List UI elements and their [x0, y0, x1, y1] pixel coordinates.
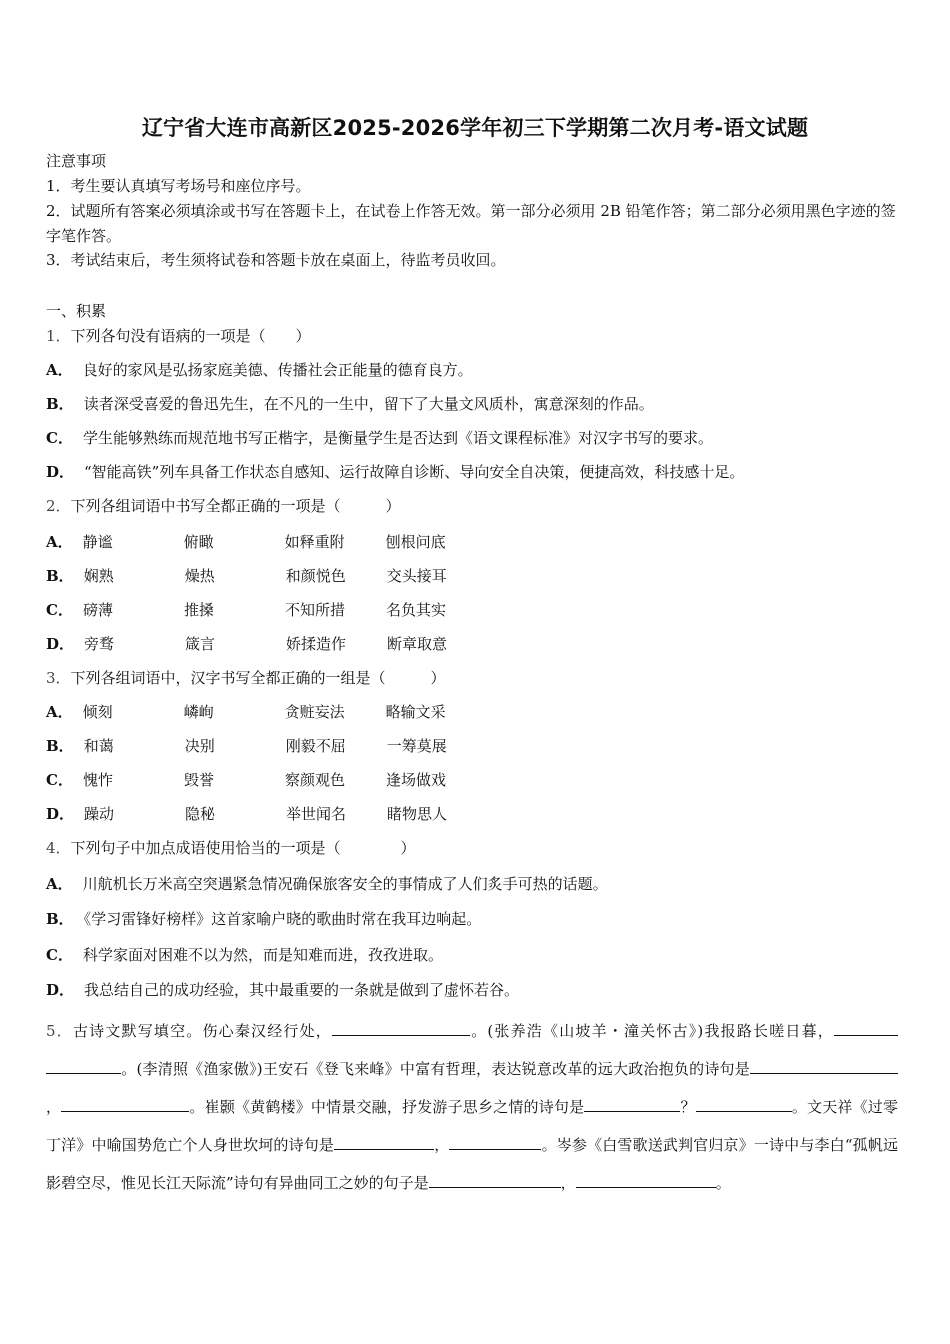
option-label: B． [46, 910, 74, 928]
q5-text: 。(张养浩《山坡羊・潼关怀古》)我报路长嗟日暮， [470, 1022, 834, 1040]
answer-blank[interactable] [834, 1020, 898, 1036]
answer-blank[interactable] [449, 1134, 541, 1150]
word: 贪赃妄法 [284, 703, 345, 721]
q5-text: ， [46, 1098, 62, 1116]
notice-heading: 注意事项 [46, 152, 107, 170]
q2-option-c[interactable] [46, 599, 487, 620]
option-label: A． [46, 875, 73, 893]
q3-option-c[interactable] [46, 769, 487, 790]
option-label: D． [46, 805, 75, 823]
question-number: 5． [46, 1022, 73, 1040]
question-text: 下列句子中加点成语使用恰当的一项是（ ） [70, 839, 416, 857]
question-text: 下列各组词语中书写全都正确的一项是（ ） [70, 497, 401, 515]
q5-text: ？ [680, 1098, 696, 1116]
word: 推搡 [183, 601, 214, 619]
option-label: D． [46, 463, 75, 481]
option-text: 读者深受喜爱的鲁迅先生，在不凡的一生中，留下了大量文风质朴，寓意深刻的作品。 [83, 395, 654, 413]
option-label: C． [46, 946, 73, 964]
word: 刚毅不屈 [285, 737, 346, 755]
word: 俯瞰 [183, 533, 214, 551]
word: 嶙峋 [183, 703, 214, 721]
q3-option-b[interactable] [46, 735, 488, 756]
question-4-stem [46, 837, 416, 858]
word: 如释重附 [284, 533, 345, 551]
word: 和蔼 [83, 737, 114, 755]
option-label: C． [46, 601, 73, 619]
answer-blank[interactable] [61, 1096, 189, 1112]
option-text: 川航机长万米高空突遇紧急情况确保旅客安全的事情成了人们炙手可热的话题。 [82, 875, 608, 893]
answer-blank[interactable] [676, 1172, 716, 1188]
word: 睹物思人 [387, 805, 448, 823]
word: 断章取意 [387, 635, 448, 653]
option-label: C． [46, 771, 73, 789]
answer-blank[interactable] [750, 1058, 858, 1074]
word: 决别 [184, 737, 215, 755]
option-label: B． [46, 567, 74, 585]
answer-blank[interactable] [332, 1020, 470, 1036]
word: 旁骛 [84, 635, 115, 653]
answer-blank[interactable] [334, 1134, 434, 1150]
word: 举世闻名 [286, 805, 347, 823]
q1-option-d[interactable] [46, 461, 744, 482]
option-label: D． [46, 981, 75, 999]
q2-option-b[interactable] [46, 565, 488, 586]
notice-item-1: 1．考生要认真填写考场号和座位序号。 [46, 177, 311, 195]
answer-blank[interactable] [46, 1058, 121, 1074]
question-text: 下列各组词语中，汉字书写全都正确的一组是（ ） [70, 669, 446, 687]
q2-option-d[interactable] [46, 633, 488, 654]
q4-option-d[interactable] [46, 979, 519, 1000]
q2-option-a[interactable] [46, 531, 487, 552]
section-heading: 一、积累 [46, 302, 107, 320]
q1-option-b[interactable] [46, 393, 654, 414]
q3-option-a[interactable] [46, 701, 487, 722]
answer-blank[interactable] [429, 1172, 561, 1188]
q4-option-a[interactable] [46, 873, 608, 894]
word: 不知所措 [284, 601, 345, 619]
option-label: A． [46, 703, 73, 721]
word: 隐秘 [185, 805, 216, 823]
option-label: D． [46, 635, 75, 653]
word: 燥热 [184, 567, 215, 585]
question-1-stem [46, 325, 311, 346]
word: 静谧 [82, 533, 113, 551]
word: 毁誉 [183, 771, 214, 789]
q5-text: 。岑参《白雪歌送武判官归京》一诗中与李白“孤帆远影碧空尽，惟见长江天际流”诗句有异曲同工之妙的句子是 [46, 1136, 898, 1192]
word: 和颜悦色 [285, 567, 346, 585]
q1-option-c[interactable] [46, 427, 713, 448]
page-title: 辽宁省大连市高新区2025-2026学年初三下学期第二次月考-语文试题 [141, 116, 809, 140]
word: 愧怍 [82, 771, 113, 789]
q5-text: ， [434, 1136, 450, 1154]
question-number: 1． [46, 327, 71, 345]
question-text: 下列各句没有语病的一项是（ ） [70, 327, 311, 345]
option-text: 学生能够熟练而规范地书写正楷字，是衡量学生是否达到《语文课程标准》对汉字书写的要求。 [82, 429, 713, 447]
option-text: 科学家面对困难不以为然，而是知难而进，孜孜进取。 [82, 946, 443, 964]
word: 娇揉造作 [286, 635, 347, 653]
q5-text: ， [560, 1174, 576, 1192]
word: 交头接耳 [386, 567, 447, 585]
q5-text: 。(李清照《渔家傲》)王安石《登飞来峰》中富有哲理，表达锐意改革的远大政治抱负的诗句是 [121, 1060, 750, 1078]
word: 躁动 [84, 805, 115, 823]
option-text: 《学习雷锋好榜样》这首家喻户晓的歌曲时常在我耳边响起。 [83, 910, 482, 928]
word: 箴言 [185, 635, 216, 653]
notice-item-3: 3．考试结束后，考生须将试卷和答题卡放在桌面上，待监考员收回。 [46, 251, 506, 269]
option-label: B． [46, 395, 74, 413]
q5-text: 。 [715, 1174, 731, 1192]
question-3-stem [46, 667, 446, 688]
option-text: 我总结自己的成功经验，其中最重要的一条就是做到了虚怀若谷。 [84, 981, 520, 999]
option-text: “智能高铁”列车具备工作状态自感知、运行故障自诊断、导向安全自决策，便捷高效，科技感十足。 [84, 463, 745, 481]
word: 察颜观色 [284, 771, 345, 789]
q4-option-b[interactable] [46, 908, 481, 929]
question-number: 4． [46, 839, 71, 857]
word: 逢场做戏 [385, 771, 446, 789]
word: 磅薄 [82, 601, 113, 619]
option-label: A． [46, 533, 73, 551]
q5-text: 。文天祥《过零丁洋》中喻国势危亡个人身世坎坷的诗句是 [46, 1098, 898, 1154]
option-label: B． [46, 737, 74, 755]
answer-blank[interactable] [584, 1096, 680, 1112]
word: 名负其实 [385, 601, 446, 619]
option-text: 良好的家风是弘扬家庭美德、传播社会正能量的德育良方。 [82, 361, 473, 379]
question-number: 3． [46, 669, 71, 687]
question-5 [46, 1012, 898, 1202]
question-2-stem [46, 495, 401, 516]
word: 刨根问底 [385, 533, 446, 551]
q5-text: 古诗文默写填空。伤心秦汉经行处， [72, 1022, 332, 1040]
word: 一筹莫展 [386, 737, 447, 755]
option-label: A． [46, 361, 73, 379]
word: 娴熟 [83, 567, 114, 585]
word: 略输文采 [385, 703, 446, 721]
q5-text: 。崔颢《黄鹤楼》中情景交融，抒发游子思乡之情的诗句是 [189, 1098, 585, 1116]
q4-option-c[interactable] [46, 944, 443, 965]
option-label: C． [46, 429, 73, 447]
q1-option-a[interactable] [46, 359, 473, 380]
word: 倾刻 [82, 703, 113, 721]
q3-option-d[interactable] [46, 803, 488, 824]
answer-blank[interactable] [696, 1096, 792, 1112]
notice-item-2: 2．试题所有答案必须填涂或书写在答题卡上，在试卷上作答无效。第一部分必须用 2B 铅笔作答；第二部分必须用黑色字迹的签字笔作答。 [46, 202, 896, 245]
answer-blank[interactable] [858, 1058, 898, 1074]
question-number: 2． [46, 497, 71, 515]
answer-blank[interactable] [576, 1172, 676, 1188]
